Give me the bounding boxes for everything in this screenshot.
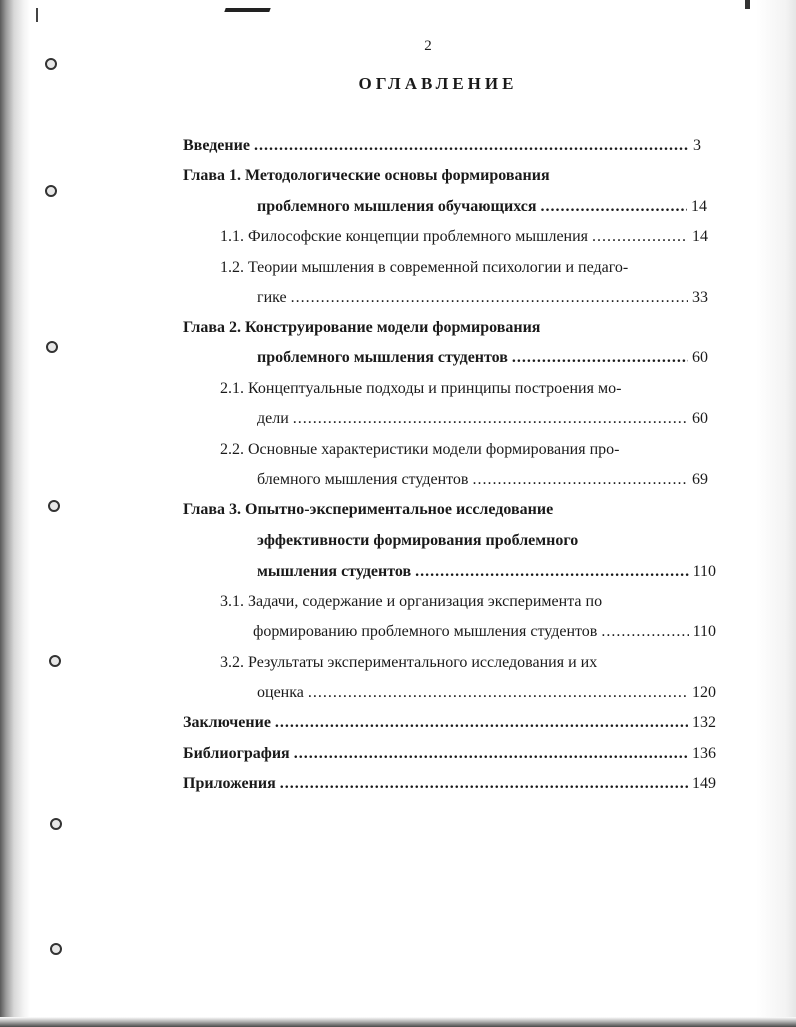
toc-leader-dots [415,560,688,584]
toc-entry-text: эффективности формирования проблемного [257,532,579,549]
toc-entry-section-2-1 [220,377,708,401]
page-number: 2 [424,38,432,54]
toc-leader-dots [512,346,688,370]
toc-entry-text: оценка [257,684,304,701]
toc-entry-chapter-1-cont [257,195,707,219]
toc-entry-section-2-2 [220,438,708,462]
toc-entry-section-3-2-cont [257,681,716,705]
toc-entry-text: гике [257,289,287,306]
toc-entry-section-2-1-cont [257,407,708,431]
toc-entry-text: 3.2. Результаты экспериментального исследования и их [220,654,598,671]
toc-leader-dots [280,772,688,796]
toc-entry-text: Глава 2. Конструирование модели формирования [183,319,541,336]
toc-entry-appendices [183,772,716,796]
toc-entry-page: 3 [693,137,701,154]
toc-entry-text: Библиография [183,745,290,762]
toc-entry-page: 149 [692,775,716,792]
toc-leader-dots [541,195,687,219]
toc-entry-text: 1.1. Философские концепции проблемного мышления [220,228,589,245]
toc-entry-text: Глава 1. Методологические основы формирования [183,167,550,184]
toc-entry-text: 2.2. Основные характеристики модели формирования про- [220,441,620,458]
toc-entry-introduction [183,134,701,158]
toc-entry-chapter-2 [183,316,701,340]
toc-entry-page: 33 [692,289,708,306]
toc-leader-dots [308,681,688,705]
toc-entry-chapter-3 [183,498,701,522]
toc-entry-page: 136 [692,745,716,762]
toc-leader-dots [294,742,688,766]
toc-entry-text: дели [257,410,289,427]
toc-entry-text: блемного мышления студентов [257,471,469,488]
toc-entry-page: 14 [692,228,708,245]
toc-entry-conclusion [183,711,716,735]
toc-entry-text: Приложения [183,775,276,792]
toc-entry-page: 60 [692,349,708,366]
toc-entry-text: 1.2. Теории мышления в современной психологии и педаго- [220,259,629,276]
toc-leader-dots [254,134,689,158]
toc-entry-chapter-3-cont-2 [257,560,716,584]
toc-entry-text: проблемного мышления студентов [257,349,508,366]
toc-entry-text: проблемного мышления обучающихся [257,198,537,215]
toc-entry-text: Глава 3. Опытно-экспериментальное исследование [183,501,554,518]
toc-entry-text: Заключение [183,714,271,731]
toc-entry-section-2-2-cont [257,468,708,492]
toc-entry-page: 110 [692,563,716,580]
toc-entry-section-1-2-cont [257,286,708,310]
toc-entry-page: 132 [692,714,716,731]
toc-entry-page: 60 [692,410,708,427]
toc-entry-bibliography [183,742,716,766]
toc-entry-section-3-2 [220,651,716,675]
toc-leader-dots [275,711,688,735]
toc-entry-chapter-2-cont [257,346,708,370]
toc-entry-section-1-2 [220,256,708,280]
toc-entry-text: 2.1. Концептуальные подходы и принципы построения мо- [220,380,622,397]
toc-entry-text: формированию проблемного мышления студентов [253,623,598,640]
toc-entry-chapter-1 [183,164,701,188]
toc-entry-page: 14 [691,198,707,215]
toc-entry-page: 110 [692,623,716,640]
toc-leader-dots [601,620,688,644]
toc-entry-section-3-1-cont [253,620,716,644]
page-title: ОГЛАВЛЕНИЕ [358,74,518,93]
toc-entry-text: 3.1. Задачи, содержание и организация эксперимента по [220,593,603,610]
toc-entry-section-1-1 [220,225,708,249]
toc-entry-section-3-1 [220,590,716,614]
toc-leader-dots [291,286,688,310]
toc-entry-text: мышления студентов [257,563,412,580]
toc-leader-dots [592,225,688,249]
toc-entry-chapter-3-cont-1 [257,529,708,553]
toc-leader-dots [293,407,688,431]
toc-entry-text: Введение [183,137,250,154]
toc-entry-page: 69 [692,471,708,488]
toc-leader-dots [472,468,688,492]
toc-entry-page: 120 [692,684,716,701]
